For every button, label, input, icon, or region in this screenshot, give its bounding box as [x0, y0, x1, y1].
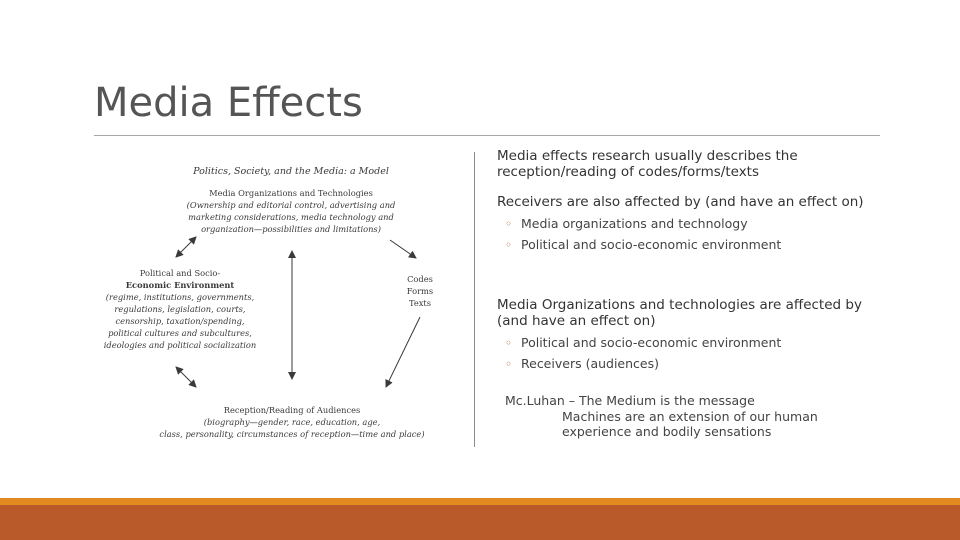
right-node-line: Texts — [408, 298, 432, 308]
bullet-text: Media organizations and technology — [521, 216, 748, 231]
receivers-bullets — [505, 214, 887, 255]
list-item — [505, 354, 887, 375]
right-node-line: Codes — [407, 274, 433, 284]
bullet-text: Political and socio-economic environment — [521, 236, 782, 252]
top-node-line: (Ownership and editorial control, advertising and — [186, 200, 396, 210]
arrow-top-right — [390, 240, 416, 258]
left-node-line: censorship, taxation/spending, — [115, 316, 245, 326]
top-node-line: organization—possibilities and limitations) — [201, 224, 381, 234]
arrow-right-bottom — [386, 317, 420, 387]
diagram-heading: Politics, Society, and the Media: a Model — [193, 166, 389, 177]
footer-bar — [0, 505, 960, 540]
diagram-svg — [100, 145, 480, 450]
arrow-left-bottom — [176, 367, 196, 387]
left-node-line: political cultures and subcultures, — [108, 328, 252, 338]
footer-accent-bar — [0, 498, 960, 505]
left-node-title: Economic Environment — [125, 280, 235, 290]
bullet-text: Receivers (audiences) — [521, 355, 659, 371]
media-model-diagram — [100, 145, 480, 450]
list-item — [505, 214, 887, 235]
title-underline — [94, 135, 880, 136]
para-receivers: Receivers are also affected by (and have an effect on) — [497, 194, 864, 210]
para-effects-research: Media effects research usually describes the reception/reading of codes/forms/texts — [497, 148, 798, 180]
left-node-title: Political and Socio- — [139, 268, 221, 278]
mcluhan-quote — [505, 393, 875, 440]
organizations-bullets — [505, 333, 887, 374]
list-item — [505, 235, 887, 256]
quote-line: Mc.Luhan – The Medium is the message — [505, 393, 755, 408]
column-divider — [474, 152, 475, 447]
list-item — [505, 333, 887, 354]
bottom-node-title: Reception/Reading of Audiences — [223, 405, 361, 415]
para-organizations: Media Organizations and technologies are affected by (and have an effect on) — [497, 297, 862, 329]
right-node-line: Forms — [406, 286, 434, 296]
slide-title: Media Effects — [94, 80, 363, 126]
arrow-top-left — [176, 237, 196, 257]
bullet-text: Political and socio-economic environment — [521, 335, 782, 350]
top-node-title: Media Organizations and Technologies — [209, 188, 373, 198]
bullet-icon: ◦ — [505, 217, 513, 231]
left-node-line: regulations, legislation, courts, — [114, 304, 246, 314]
bullet-icon: ◦ — [505, 356, 513, 371]
top-node-line: marketing considerations, media technology and — [188, 212, 394, 222]
quote-subline: Machines are an extension of our human experience and bodily sensations — [562, 408, 818, 439]
bullet-icon: ◦ — [505, 336, 513, 350]
content-column — [497, 148, 887, 374]
bullet-icon: ◦ — [505, 237, 513, 252]
left-node-line: ideologies and political socialization — [103, 340, 257, 350]
bottom-node-line: (biography—gender, race, education, age, — [203, 417, 381, 427]
left-node-line: (regime, institutions, governments, — [105, 292, 255, 302]
bottom-node-line: class, personality, circumstances of reception—time and place) — [159, 429, 425, 439]
